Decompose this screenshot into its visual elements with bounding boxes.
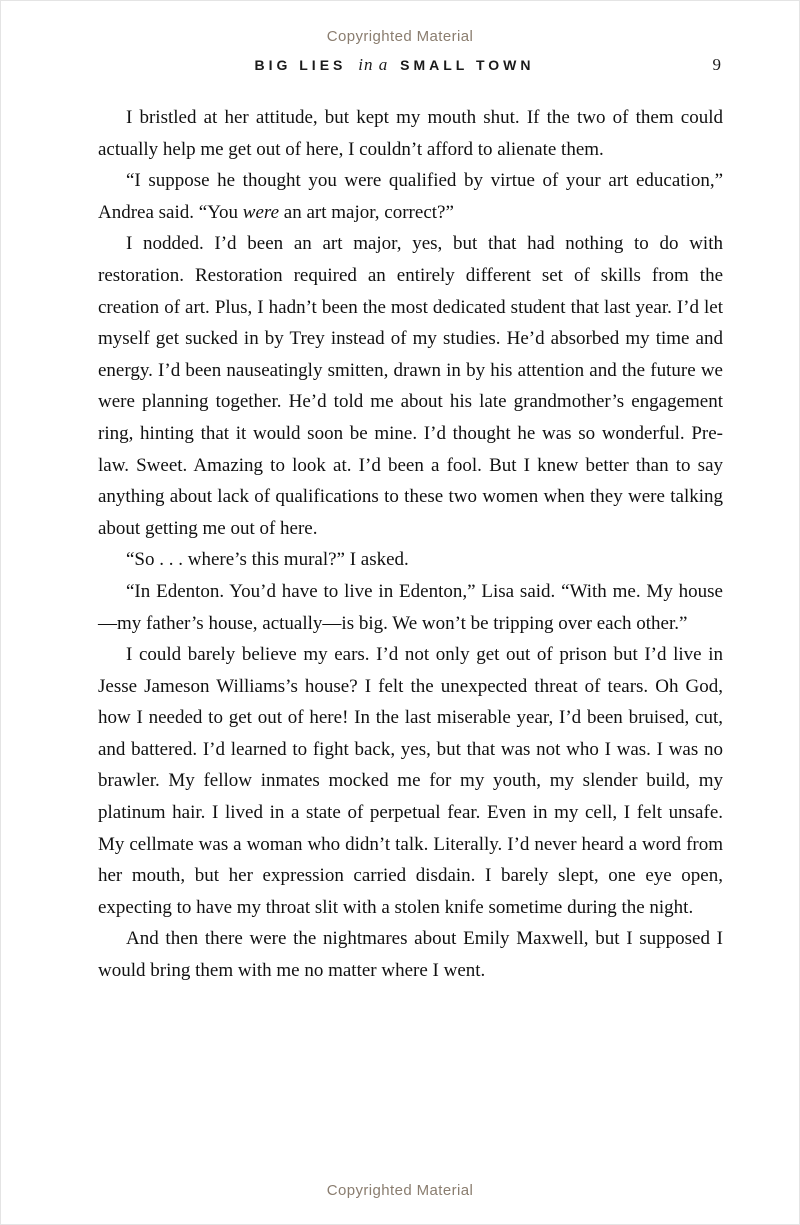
paragraph-text: And then there were the nightmares about Emily Maxwell, but I supposed I would bring them with me no matter where I went.	[98, 928, 723, 982]
paragraph	[98, 576, 723, 639]
paragraph	[98, 639, 723, 923]
page-number: 9	[712, 55, 721, 74]
paragraph-text: I could barely believe my ears. I’d not only get out of prison but I’d live in Jesse Jameson Williams’s house? I felt the unexpected threat of tears. Oh God, how I needed to get out of here! In the last miserable year, I’d been bruised, cut, and battered. I’d learned to fight back, yes, but that was not who I was. I was no brawler. My fellow inmates mocked me for my youth, my slender build, my platinum hair. I lived in a state of perpetual fear. Even in my cell, I felt unsafe. My cellmate was a woman who didn’t talk. Literally. I’d never heard a word from her mouth, but her expression carried disdain. I barely slept, one eye open, expecting to have my throat slit with a stolen knife sometime during the night.	[98, 644, 723, 918]
paragraph-text: “So . . . where’s this mural?” I asked.	[126, 549, 409, 571]
paragraph-text: an art major, correct?”	[279, 201, 454, 223]
body-text	[98, 102, 723, 987]
paragraph	[98, 102, 723, 165]
copyright-notice-top: Copyrighted Material	[326, 28, 474, 45]
paragraph-text-italic: were	[242, 201, 280, 223]
copyright-notice-bottom: Copyrighted Material	[326, 1182, 474, 1199]
paragraph	[98, 165, 723, 228]
page-header	[98, 55, 721, 79]
paragraph-text: “I suppose he thought you were qualified by virtue of your art education,” Andrea said. “You	[98, 170, 723, 223]
paragraph-text: “In Edenton. You’d have to live in Edenton,” Lisa said. “With me. My house—my father’s house, actually—is big. We won’t be tripping over each other.”	[98, 580, 723, 634]
book-title-left: BIG LIES	[254, 57, 347, 73]
paragraph	[98, 544, 723, 576]
book-title	[98, 55, 691, 75]
book-title-script: in a	[358, 55, 389, 74]
paragraph	[98, 923, 723, 986]
paragraph-text: I nodded. I’d been an art major, yes, but that had nothing to do with restoration. Restoration required an entirely different set of skills from the creation of art. Plus, I hadn’t been the most dedicated student that last year. I’d let myself get sucked in by Trey instead of my studies. He’d absorbed my time and energy. I’d been nauseatingly smitten, drawn in by his attention and the future we were planning together. He’d told me about his late grandmother’s engagement ring, hinting that it would soon be mine. I’d thought he was so wonderful. Pre-law. Sweet. Amazing to look at. I’d been a fool. But I knew better than to say anything about lack of qualifications to these two women when they were talking about getting me out of here.	[98, 233, 723, 539]
paragraph	[98, 228, 723, 544]
paragraph-text: I bristled at her attitude, but kept my mouth shut. If the two of them could actually help me get out of here, I couldn’t afford to alienate them.	[98, 107, 723, 160]
book-title-right: SMALL TOWN	[400, 57, 535, 73]
